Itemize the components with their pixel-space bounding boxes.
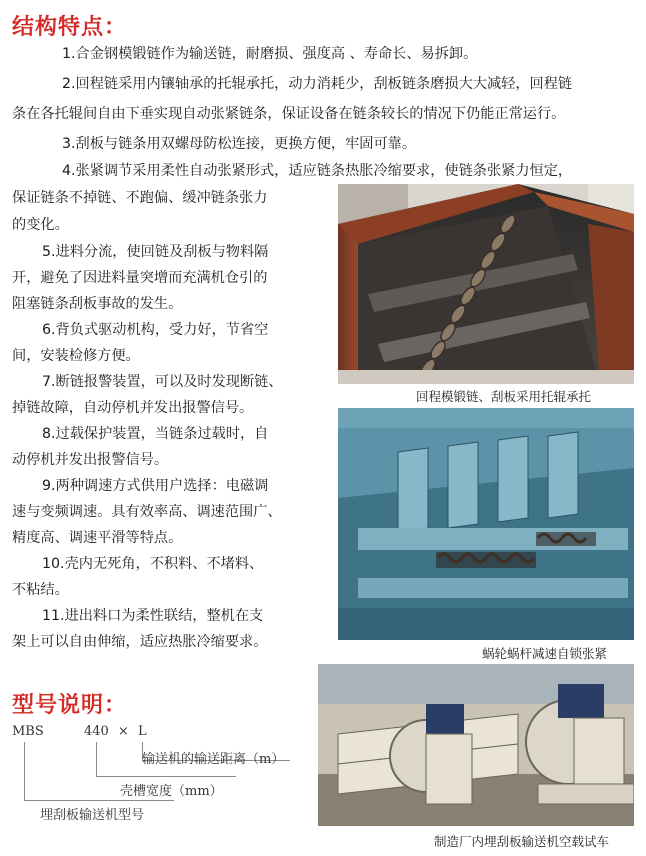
feature-line: 阻塞链条刮板事故的发生。 bbox=[12, 296, 183, 312]
feature-line: 掉链故障，自动停机并发出报警信号。 bbox=[12, 400, 254, 416]
feature-line: 精度高、调速平滑等特点。 bbox=[12, 530, 183, 546]
caption-top-photo: 回程模锻链、刮板采用托辊承托 bbox=[416, 389, 592, 404]
feature-line: 1.合金钢模锻链作为输送链，耐磨损、强度高 、寿命长、易拆卸。 bbox=[62, 46, 478, 62]
model-code-times: × bbox=[118, 724, 129, 739]
feature-line: 速与变频调速。具有效率高、调速范围广、 bbox=[12, 504, 282, 520]
caption-middle-photo: 蜗轮蜗杆减速自锁张紧 bbox=[482, 646, 608, 661]
connector-width-v bbox=[96, 742, 97, 776]
feature-line: 的变化。 bbox=[12, 217, 69, 233]
feature-line: 7.断链报警装置，可以及时发现断链、 bbox=[42, 374, 283, 390]
feature-line: 11.进出料口为柔性联结，整机在支 bbox=[42, 608, 264, 624]
model-code-length: L bbox=[138, 724, 147, 739]
photo-return-chain bbox=[338, 184, 634, 384]
feature-line: 8.过载保护装置，当链条过载时，自 bbox=[42, 426, 269, 442]
feature-line: 条在各托辊间自由下垂实现自动张紧链条，保证设备在链条较长的情况下仍能正常运行。 bbox=[12, 106, 566, 122]
model-code-width: 440 bbox=[84, 724, 109, 739]
feature-line: 2.回程链采用内镶轴承的托辊承托，动力消耗少，刮板链条磨损大大减轻，回程链 bbox=[62, 76, 573, 92]
feature-line: 9.两种调速方式供用户选择：电磁调 bbox=[42, 478, 269, 494]
connector-width-h bbox=[96, 776, 236, 777]
model-desc-length: 输送机的输送距离（m） bbox=[142, 752, 285, 767]
feature-line: 保证链条不掉链、不跑偏、缓冲链条张力 bbox=[12, 190, 268, 206]
connector-type-h bbox=[24, 800, 174, 801]
connector-type-v bbox=[24, 742, 25, 800]
caption-bottom-photo: 制造厂内埋刮板输送机空载试车 bbox=[434, 834, 610, 849]
model-code-prefix: MBS bbox=[12, 724, 44, 739]
feature-line: 间，安装检修方便。 bbox=[12, 348, 140, 364]
feature-line: 不粘结。 bbox=[12, 582, 69, 598]
feature-line: 5.进料分流，使回链及刮板与物料隔 bbox=[42, 244, 269, 260]
photo-worm-gear bbox=[338, 408, 634, 640]
feature-line: 6.背负式驱动机构，受力好，节省空 bbox=[42, 322, 269, 338]
photo-factory-test bbox=[318, 664, 634, 826]
feature-line: 10.壳内无死角，不积料、不堵料、 bbox=[42, 556, 264, 572]
feature-line: 开，避免了因进料量突增而充满机仓引的 bbox=[12, 270, 268, 286]
feature-line: 动停机并发出报警信号。 bbox=[12, 452, 169, 468]
feature-line: 4.张紧调节采用柔性自动张紧形式，适应链条热胀冷缩要求，使链条张紧力恒定， bbox=[62, 163, 573, 179]
feature-line: 3.刮板与链条用双螺母防松连接，更换方便，牢固可靠。 bbox=[62, 136, 417, 152]
section-title-features: 结构特点： bbox=[12, 15, 128, 40]
model-desc-type: 埋刮板输送机型号 bbox=[40, 808, 145, 823]
section-title-model: 型号说明： bbox=[12, 693, 128, 718]
feature-line: 架上可以自由伸缩，适应热胀冷缩要求。 bbox=[12, 634, 268, 650]
model-desc-width: 壳槽宽度（mm） bbox=[120, 784, 223, 799]
